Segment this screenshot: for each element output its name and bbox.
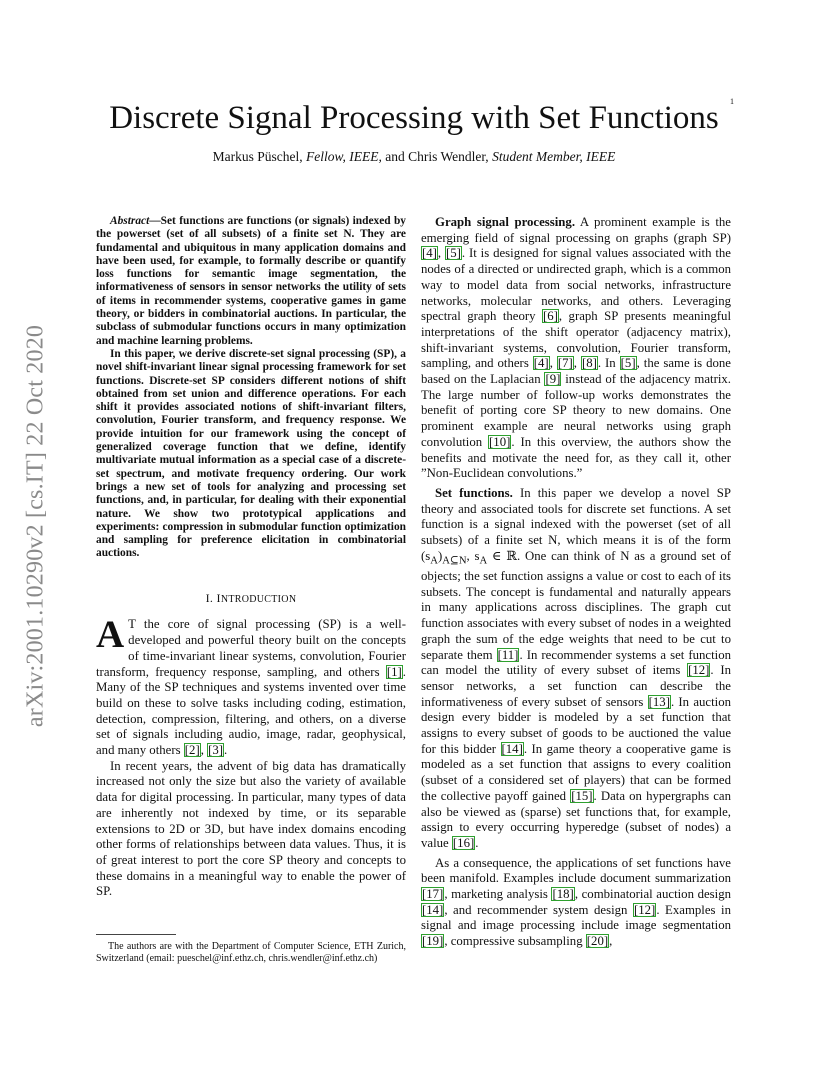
section-numeral: I. I — [205, 590, 221, 605]
arxiv-identifier-stamp — [22, 296, 50, 756]
citation-link[interactable]: [12] — [688, 663, 710, 678]
citation-link[interactable]: [13] — [648, 694, 670, 709]
author-name-1: Markus Püschel, — [212, 149, 303, 164]
body-text: . Data on hypergraphs can also be viewed as (sparse) set functions that, for example, assign to every occurring hyperedge (subset of nodes) a value — [421, 788, 732, 850]
author-footnote: The authors are with the Department of Computer Science, ETH Zurich, Switzerland (email: pueschel@inf.ethz.ch, chris.wendler@inf.ethz.ch) — [96, 941, 406, 964]
citation-link[interactable]: [4] — [422, 246, 437, 261]
body-text: , graph SP presents meaningful interpretations of the shift operator (adjacency matrix), shift-invariant systems, convolution, Fourier transform, sampling, and others — [421, 309, 731, 371]
citation-link[interactable]: [15] — [571, 788, 593, 803]
citation-link[interactable]: [11] — [497, 647, 519, 662]
intro-text: . — [224, 743, 228, 758]
citation-link[interactable]: [2] — [184, 743, 200, 758]
body-text: , — [609, 934, 613, 949]
body-text: , marketing analysis — [444, 887, 552, 902]
author-role-2: Student Member, IEEE — [492, 149, 616, 164]
run-in-heading: Graph signal processing. — [435, 215, 576, 229]
body-text: . In recommender systems a set function can model the utility of every subset of items — [421, 647, 731, 678]
citation-link[interactable]: [4] — [533, 356, 549, 371]
dropcap-letter: A — [96, 613, 125, 657]
math-subscript: A — [430, 555, 438, 567]
math-subscript: A⊆N — [442, 555, 467, 567]
citation-link[interactable]: [14] — [501, 741, 523, 756]
body-text: , and recommender system design — [444, 902, 633, 917]
citation-link[interactable]: [17] — [422, 887, 444, 902]
author-role-1: Fellow, IEEE, — [305, 149, 382, 164]
abstract-paragraph-2: In this paper, we derive discrete-set signal processing (SP), a novel shift-invariant linear signal processing framework for set functions. Discrete-set SP considers different notions of shift obtained from set union and difference operations. For each shift it provides associated notions of shift-invariant filters, convolution, Fourier transform, and frequency response. We provide intuition for our framework using the concept of generalized coverage function that we define, identify multivariate mutual information as a special case of a discrete-set spectrum, and motivate frequency ordering. Our work brings a new set of tools for analyzing and processing set functions, and, in particular, for dealing with their exponential nature. We show two prototypical applications and experiments: compression in submodular function optimization and sampling for preference elicitation in combinatorial auctions. — [96, 347, 406, 560]
body-text: instead of the adjacency matrix. The large number of follow-up works demonstrates the benefit of porting core SP theory to new domains. One prominent example are neural networks using graph convolution — [421, 372, 731, 449]
intro-text: T the core of signal processing (SP) is a well-developed and powerful theory built on the concepts of time-invariant linear systems, convolution, Fourier transform, frequency response, sampling, and others — [96, 617, 406, 679]
body-text: . In — [597, 356, 620, 371]
page-number: 1 — [730, 97, 734, 106]
author-conjunction: and Chris Wendler, — [385, 149, 489, 164]
set-functions-paragraph — [421, 486, 731, 852]
citation-link[interactable]: [8] — [581, 356, 597, 371]
math-subscript: A — [479, 555, 488, 567]
citation-link[interactable]: [5] — [620, 356, 636, 371]
right-column — [421, 215, 731, 950]
citation-link[interactable]: [5] — [446, 246, 461, 261]
body-text: , — [573, 356, 581, 371]
body-text: , compressive subsampling — [444, 934, 586, 949]
body-text: In this paper we develop a novel SP theory and associated tools for discrete set functions. A set function is a signal indexed with the powerset (set of all subsets) of a finite set N, which means it is of the form (s — [421, 485, 732, 563]
citation-link[interactable]: [18] — [552, 887, 574, 902]
left-column — [96, 215, 406, 900]
citation-link[interactable]: [20] — [586, 934, 609, 949]
section-title: NTRODUCTION — [220, 593, 297, 605]
citation-link[interactable]: [16] — [452, 835, 475, 850]
citation-link[interactable]: [1] — [386, 664, 402, 679]
footnote-rule — [96, 934, 176, 935]
arxiv-stamp-text: arXiv:2001.10290v2 [cs.IT] 22 Oct 2020 — [22, 324, 49, 728]
body-text: , — [549, 356, 557, 371]
body-text: . Examples in signal and image processing include image segmentation — [421, 902, 731, 933]
body-text: . In sensor networks, a set function can describe the informativeness of every subset of sensors — [421, 663, 732, 709]
abstract-text-1: —Set functions are functions (or signals) indexed by the powerset (set of all subsets) of a finite set N. They are fundamental and ubiquitous in many application domains and have been used, for example, to formally describe or quantify loss functions for semantic image segmentation, the informativeness of sensors in sensor networks the utility of sets of items in recommender systems, cooperative games in game theory, or bidders in combinatorial auctions. In particular, the subclass of submodular functions occurs in many optimization and machine learning problems. — [96, 215, 406, 347]
body-text: , the same is done based on the Laplacian — [421, 356, 731, 387]
paper-title: Discrete Signal Processing with Set Functions — [109, 100, 719, 136]
body-text: . It is designed for signal values associated with the nodes of a directed or undirected graph, which is a common way to model data from social networks, infrastructure networks, molecular networks, and others. Leveraging spectral graph theory — [421, 246, 731, 324]
abstract-label: Abstract — [110, 215, 150, 227]
body-text: . In game theory a cooperative game is modeled as a set function that assigns to every coalition (subset of a considered set of players) that can be formed the collective payoff gained — [421, 741, 731, 803]
body-text: ) — [437, 548, 443, 563]
body-text: . In auction design every bidder is modeled by a set function that assigns to every subset of goods to be auctioned the value for this bidder — [421, 694, 731, 756]
run-in-heading: Set functions. — [435, 485, 513, 500]
citation-link[interactable]: [12] — [633, 902, 656, 917]
body-text: As a consequence, the applications of set functions have been manifold. Examples include document summarization — [421, 855, 731, 886]
citation-link[interactable]: [19] — [422, 934, 444, 949]
citation-link[interactable]: [9] — [545, 372, 561, 387]
citation-link[interactable]: [7] — [557, 356, 573, 371]
author-line — [60, 148, 768, 166]
citation-link[interactable]: [3] — [208, 743, 224, 758]
citation-link[interactable]: [6] — [542, 309, 558, 324]
body-text: ∈ ℝ. One can think of N as a ground set of objects; the set function assigns a value or cost to each of its subsets. The concept is fundamental and naturally appears in many applications across disciplines. The graph cut function associates with every subset of nodes in a weighted graph the sum of the edge weights that need to be cut to separate them — [421, 548, 731, 662]
citation-link[interactable]: [14] — [422, 902, 444, 917]
intro-paragraph-2: In recent years, the advent of big data has dramatically increased not only the size but also the variety of available data for digital processing. In particular, many types of data are inherently not indexed by time, or its separable extensions to 2D or 3D, but have index domains encoding other forms of relationships between data values. Thus, it is of great interest to port the core SP theory and concepts to these domains in a meaningful way to enable the power of SP. — [96, 758, 406, 899]
intro-paragraph-1 — [96, 613, 406, 758]
body-text: . — [475, 835, 479, 850]
intro-text: . Many of the SP techniques and systems invented over time build on these to solve tasks including coding, estimation, detection, compression, filtering, and others, on a diverse set of signals including audio, image, radar, geophysical, and many others — [96, 664, 406, 758]
abstract — [96, 215, 406, 561]
body-text: , — [437, 246, 445, 261]
section-heading-introduction — [96, 591, 406, 608]
body-text: , s — [466, 548, 480, 563]
graph-sp-paragraph — [421, 215, 731, 482]
body-text: , combinatorial auction design — [574, 887, 731, 902]
citation-link[interactable]: [10] — [489, 434, 511, 449]
body-text: A prominent example is the emerging field of signal processing on graphs (graph SP) — [421, 215, 731, 245]
applications-paragraph — [421, 856, 731, 950]
intro-text: , — [200, 743, 208, 758]
abstract-paragraph-1 — [96, 215, 406, 348]
body-text: . In this overview, the authors show the benefits and motivate the need for, as they call it, other ”Non-Euclidean convolutions.” — [421, 434, 731, 481]
